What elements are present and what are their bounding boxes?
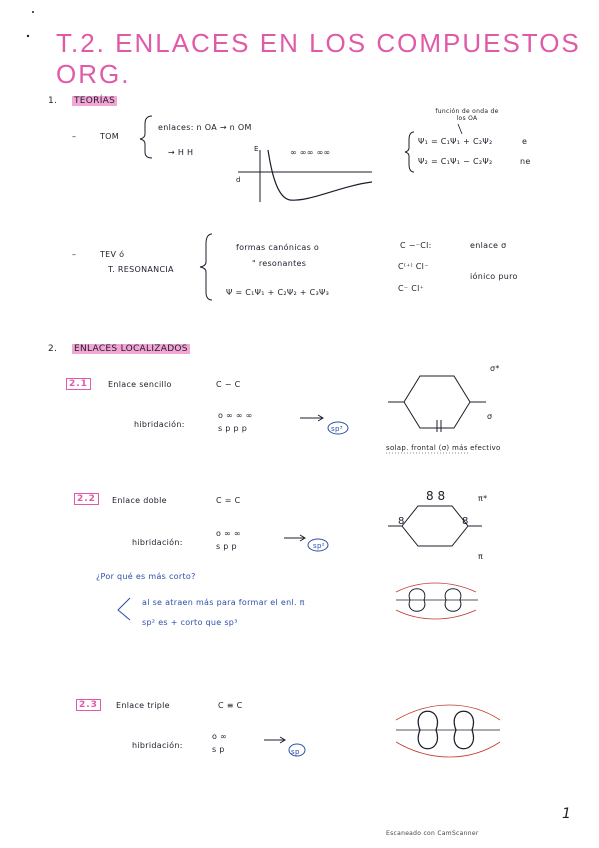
page-title: T.2. ENLACES EN LOS COMPUESTOS ORG. (56, 28, 581, 89)
s22-result-circle (308, 539, 328, 551)
s22-hib: hibridación: (132, 538, 183, 547)
s23-letters: s p (212, 745, 225, 754)
s22-orbitals: o ∞ ∞ (216, 529, 241, 538)
s22-ans2: sp² es + corto que sp³ (142, 618, 238, 627)
s23-hib: hibridación: (132, 741, 183, 750)
s22-box: 2.2 (74, 493, 99, 505)
tom-label: TOM (100, 132, 119, 141)
answer-bracket (118, 598, 130, 620)
page-number: 1 (562, 806, 572, 822)
s21-result-circle (328, 422, 348, 434)
s21-sigma-star: σ* (490, 364, 500, 373)
svg-text:8: 8 (462, 516, 469, 527)
s21-box: 2.1 (66, 378, 91, 390)
tev-right1: enlace σ (470, 241, 507, 250)
tom-axis-e: E (254, 145, 259, 153)
tev-line2: " resonantes (252, 259, 307, 268)
scanner-footer: Escaneado con CamScanner (386, 830, 479, 837)
s21-result: sp³ (331, 425, 343, 433)
s22-pi: π (478, 552, 484, 561)
section1-label-text: TEORÍAS (74, 96, 116, 106)
tom-psi1: Ψ₁ = C₁Ψ₁ + C₂Ψ₂ (418, 137, 493, 146)
s23-orbitals: o ∞ (212, 732, 228, 741)
psi-brace (405, 132, 414, 172)
s23-formula: C ≡ C (218, 701, 243, 710)
tom-brace (140, 116, 152, 158)
tom-psi2: Ψ₂ = C₁Ψ₁ − C₂Ψ₂ (418, 157, 493, 166)
tev-struct2: C⁽⁺⁾ Cl⁻ (398, 262, 429, 271)
tev-struct3: C⁻ Cl⁺ (398, 284, 425, 293)
tev-dash: – (72, 250, 77, 259)
section2-label-text: ENLACES LOCALIZADOS (74, 344, 188, 354)
pi-bond-hexagon (388, 489, 482, 546)
sigma-bond-hexagon (388, 376, 486, 432)
s21-note: solap. frontal (σ) más efectivo (386, 444, 501, 452)
s21-sigma: σ (487, 412, 493, 421)
tev-label1: TEV ó (100, 250, 125, 259)
s22-pi-star: π* (478, 494, 488, 503)
s22-formula: C = C (216, 496, 241, 505)
tom-orbitals: ∞ ∞∞ ∞∞ (290, 148, 331, 157)
tom-line1: enlaces: n OA → n OM (158, 123, 252, 132)
s21-letters: s p p p (218, 424, 248, 433)
s21-formula: C − C (216, 380, 241, 389)
tev-brace (200, 234, 212, 300)
s22-result: sp² (313, 542, 325, 550)
s21-name: Enlace sencillo (108, 380, 172, 389)
s23-box: 2.3 (76, 699, 101, 711)
svg-text:8 8: 8 8 (426, 489, 446, 503)
ink-dot (32, 11, 34, 13)
s22-question: ¿Por qué es más corto? (96, 572, 196, 581)
energy-curve-diagram (238, 150, 372, 202)
triple-bond-orbital-drawing (396, 705, 500, 757)
ink-dot (27, 35, 29, 37)
s23-name: Enlace triple (116, 701, 170, 710)
tev-right2: iónico puro (470, 272, 518, 281)
tom-line2: → H H (168, 148, 194, 157)
tev-line1: formas canónicas o (236, 243, 320, 252)
tev-label2: T. RESONANCIA (108, 265, 174, 274)
tom-side1: e (522, 137, 528, 146)
section1-number: 1. (48, 96, 58, 106)
s22-letters: s p p (216, 542, 237, 551)
section2-number: 2. (48, 344, 58, 354)
s22-name: Enlace doble (112, 496, 167, 505)
s22-ans1: al se atraen más para formar el enl. π (142, 598, 305, 607)
tev-line3: Ψ = C₁Ψ₁ + C₂Ψ₂ + C₃Ψ₃ (226, 288, 330, 297)
svg-text:8: 8 (398, 516, 405, 527)
tom-note: función de onda de los OA (435, 108, 499, 122)
tom-axis-d: d (236, 176, 241, 184)
tom-side2: ne (520, 157, 531, 166)
pi-orbital-drawing (396, 583, 478, 619)
s23-result: sp (291, 748, 300, 756)
tom-dash: – (72, 132, 77, 141)
tev-struct1: C −⁻Cl: (400, 241, 432, 250)
note-arrow (458, 124, 462, 134)
s23-result-circle (289, 744, 305, 756)
s21-orbitals: o ∞ ∞ ∞ (218, 411, 253, 420)
s21-hib: hibridación: (134, 420, 185, 429)
